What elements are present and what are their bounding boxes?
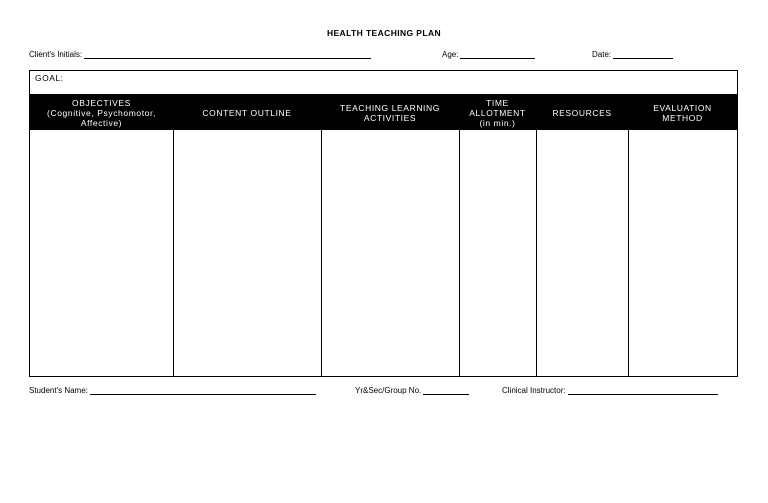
date-input-line[interactable] <box>613 50 673 59</box>
yr-sec-group-field <box>355 386 469 395</box>
teaching-plan-table <box>29 94 738 377</box>
column-divider <box>628 130 629 376</box>
student-name-label: Student's Name: <box>29 386 88 395</box>
age-label: Age: <box>442 50 459 59</box>
column-header-evaluation-method: EVALUATION METHOD <box>653 102 712 123</box>
column-divider <box>459 130 460 376</box>
document-title: HEALTH TEACHING PLAN <box>326 28 442 38</box>
column-header-time-allotment: TIME ALLOTMENT (in min.) <box>469 97 526 128</box>
table-header-row <box>30 95 737 130</box>
column-header-content-outline: CONTENT OUTLINE <box>202 107 292 118</box>
column-divider <box>173 130 174 376</box>
date-field <box>592 50 673 59</box>
clinical-instructor-field <box>502 386 718 395</box>
client-initials-input-line[interactable] <box>84 50 371 59</box>
age-field <box>442 50 535 59</box>
column-header-teaching-learning-activities: TEACHING LEARNING ACTIVITIES <box>340 102 440 123</box>
client-initials-field <box>29 50 371 59</box>
clinical-instructor-label: Clinical Instructor: <box>502 386 566 395</box>
goal-label: GOAL: <box>35 73 64 83</box>
column-header-objectives: OBJECTIVES (Cognitive, Psychomotor, Affective) <box>47 97 156 128</box>
student-name-field <box>29 386 316 395</box>
date-label: Date: <box>592 50 612 59</box>
client-initials-label: Client's Initials: <box>29 50 83 59</box>
student-name-input-line[interactable] <box>90 386 316 395</box>
age-input-line[interactable] <box>460 50 535 59</box>
column-header-resources: RESOURCES <box>552 107 612 118</box>
yr-sec-group-input-line[interactable] <box>423 386 469 395</box>
column-divider <box>321 130 322 376</box>
column-divider <box>536 130 537 376</box>
goal-box[interactable] <box>29 70 738 94</box>
yr-sec-group-label: Yr&Sec/Group No. <box>355 386 422 395</box>
clinical-instructor-input-line[interactable] <box>568 386 718 395</box>
